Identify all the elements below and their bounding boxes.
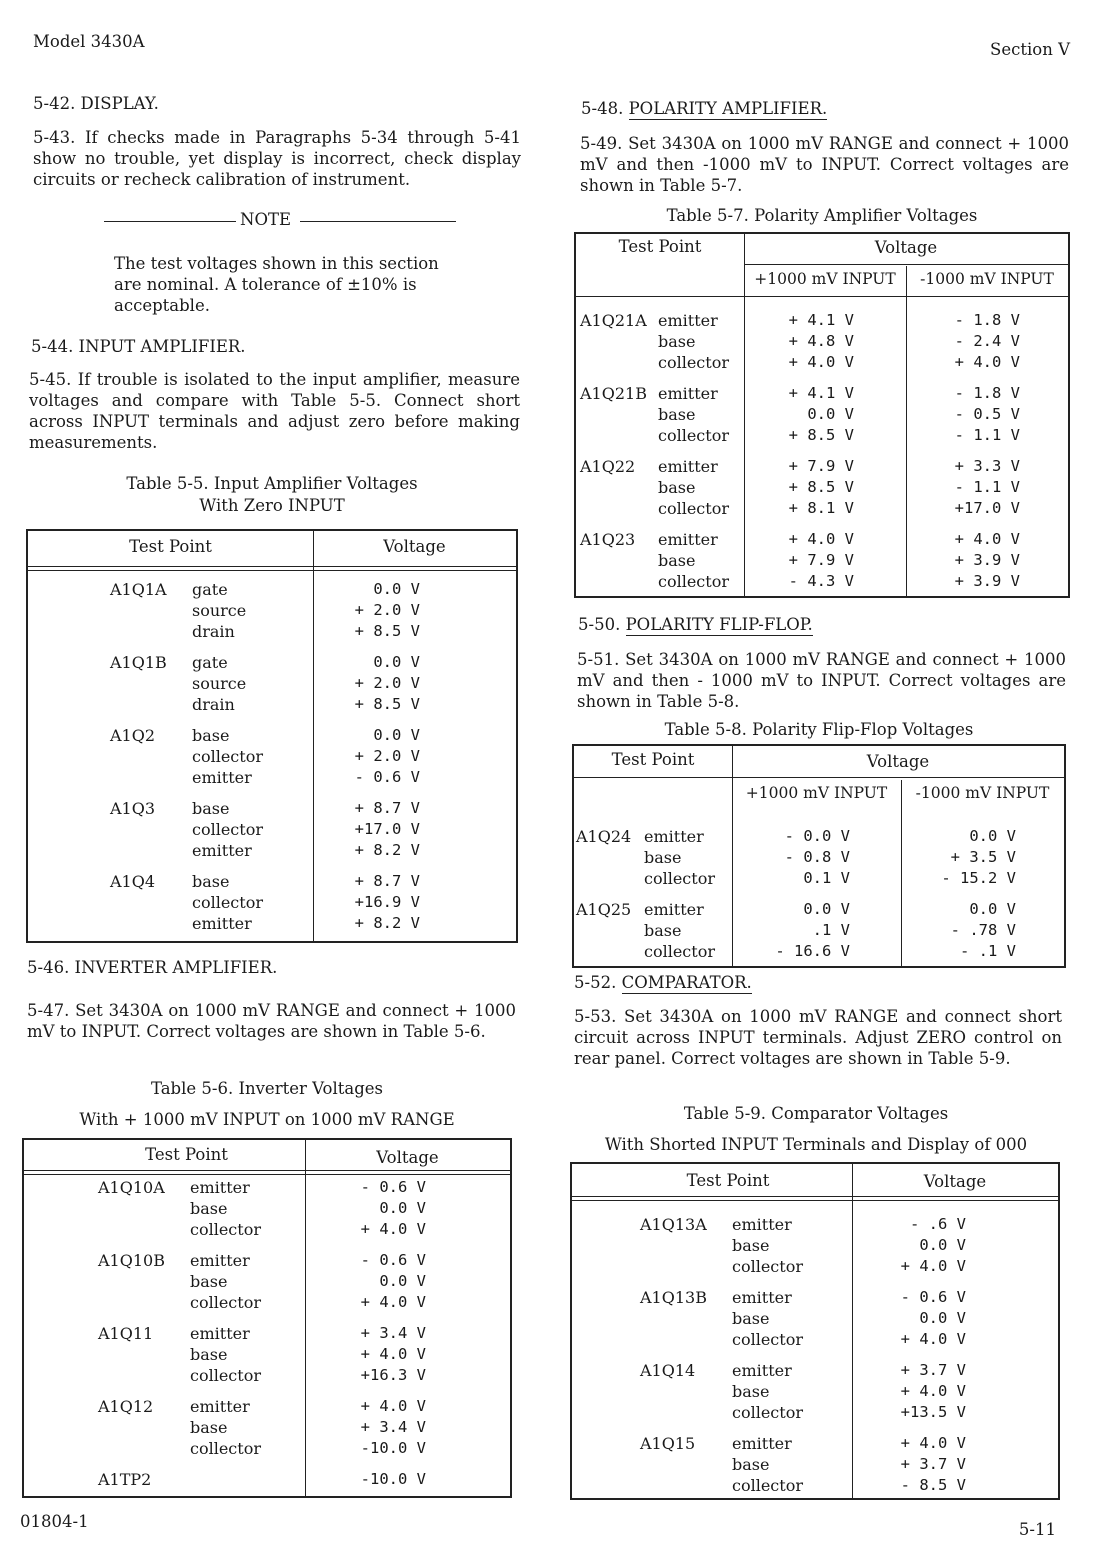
table-5-6-header-voltage: Voltage bbox=[376, 1148, 439, 1167]
terminal-label: base bbox=[644, 848, 682, 867]
voltage-value: + 8.2 V bbox=[354, 841, 420, 859]
terminal-label: collector bbox=[732, 1476, 803, 1495]
voltage-value: 0.0 V bbox=[373, 653, 420, 671]
terminal-label: collector bbox=[190, 1220, 261, 1239]
voltage-value-negative-input: + 3.3 V bbox=[954, 457, 1020, 475]
voltage-value: 0.1 V bbox=[803, 869, 850, 887]
table-5-8-header-voltage: Voltage bbox=[866, 752, 930, 771]
voltage-value-negative-input: - 1.8 V bbox=[954, 384, 1020, 402]
table-row bbox=[24, 1344, 510, 1365]
group-spacer bbox=[574, 889, 1064, 899]
voltage-value: + 3.7 V bbox=[900, 1455, 966, 1473]
terminal-label: base bbox=[732, 1309, 770, 1328]
table-row bbox=[24, 1250, 510, 1271]
table-row bbox=[24, 1219, 510, 1240]
test-point-id: A1Q11 bbox=[98, 1324, 154, 1343]
terminal-label: collector bbox=[644, 869, 715, 888]
table-5-9-header-voltage: Voltage bbox=[923, 1172, 987, 1191]
table-5-6-header-rule2 bbox=[24, 1174, 510, 1175]
voltage-value: 0.0 V bbox=[919, 1309, 966, 1327]
voltage-value: - 0.6 V bbox=[354, 768, 420, 786]
voltage-value: - 0.8 V bbox=[784, 848, 850, 866]
table-5-7-voltage-rule bbox=[744, 264, 1068, 265]
heading-5-50-number: 5-50. bbox=[578, 615, 621, 634]
table-row bbox=[576, 383, 1068, 404]
terminal-label: emitter bbox=[732, 1434, 792, 1453]
voltage-value: -10.0 V bbox=[360, 1439, 426, 1457]
table-5-5-header-voltage: Voltage bbox=[383, 537, 446, 556]
table-row bbox=[28, 673, 516, 694]
voltage-value-negative-input: + 3.5 V bbox=[950, 848, 1016, 866]
voltage-value: + 8.1 V bbox=[788, 499, 854, 517]
voltage-value: + 4.1 V bbox=[788, 384, 854, 402]
group-spacer bbox=[572, 1423, 1058, 1433]
table-row bbox=[28, 652, 516, 673]
table-row bbox=[24, 1292, 510, 1313]
paragraph-5-45: 5-45. If trouble is isolated to the input amplifier, measure voltages and compare with Table 5-5. Connect short across INPUT terminals and adjust zero before making measurements. bbox=[29, 370, 520, 452]
table-row bbox=[572, 1381, 1058, 1402]
voltage-value: + 7.9 V bbox=[788, 457, 854, 475]
table-5-9-header-rule2 bbox=[572, 1200, 1058, 1201]
heading-5-50 bbox=[578, 615, 813, 634]
table-row bbox=[572, 1454, 1058, 1475]
heading-5-44: 5-44. INPUT AMPLIFIER. bbox=[31, 337, 246, 356]
voltage-value: .1 V bbox=[812, 921, 850, 939]
voltage-value: + 7.9 V bbox=[788, 551, 854, 569]
terminal-label: collector bbox=[658, 499, 729, 518]
terminal-label: collector bbox=[192, 747, 263, 766]
group-spacer bbox=[28, 642, 516, 652]
voltage-value: +13.5 V bbox=[900, 1403, 966, 1421]
voltage-value: + 4.8 V bbox=[788, 332, 854, 350]
terminal-label: collector bbox=[644, 942, 715, 961]
heading-5-52 bbox=[574, 973, 752, 992]
voltage-value: + 4.1 V bbox=[788, 311, 854, 329]
table-5-7-caption: Table 5-7. Polarity Amplifier Voltages bbox=[666, 206, 978, 225]
voltage-value-negative-input: 0.0 V bbox=[969, 900, 1016, 918]
table-row bbox=[572, 1433, 1058, 1454]
voltage-value-negative-input: - .1 V bbox=[960, 942, 1016, 960]
table-row bbox=[576, 571, 1068, 592]
test-point-id: A1Q10A bbox=[98, 1178, 165, 1197]
voltage-value: + 3.4 V bbox=[360, 1418, 426, 1436]
terminal-label: drain bbox=[192, 622, 235, 641]
voltage-value-negative-input: - 2.4 V bbox=[954, 332, 1020, 350]
table-row bbox=[24, 1469, 510, 1490]
note-text: The test voltages shown in this section are nominal. A tolerance of ±10% is acceptable. bbox=[114, 254, 439, 315]
voltage-value: - 0.0 V bbox=[784, 827, 850, 845]
terminal-label: collector bbox=[190, 1366, 261, 1385]
terminal-label: base bbox=[732, 1236, 770, 1255]
voltage-value: + 2.0 V bbox=[354, 601, 420, 619]
voltage-value: - .6 V bbox=[910, 1215, 966, 1233]
voltage-value: + 8.5 V bbox=[788, 426, 854, 444]
table-row bbox=[576, 529, 1068, 550]
test-point-id: A1Q14 bbox=[640, 1361, 696, 1380]
note-title: NOTE bbox=[240, 210, 292, 229]
test-point-id: A1Q1B bbox=[110, 653, 167, 672]
voltage-value: - 0.6 V bbox=[360, 1178, 426, 1196]
group-spacer bbox=[572, 1350, 1058, 1360]
voltage-value: 0.0 V bbox=[379, 1272, 426, 1290]
voltage-value: +16.9 V bbox=[354, 893, 420, 911]
table-row bbox=[572, 1402, 1058, 1423]
voltage-value: + 4.0 V bbox=[360, 1345, 426, 1363]
page-number: 5-11 bbox=[1018, 1520, 1056, 1539]
table-row bbox=[572, 1475, 1058, 1496]
terminal-label: source bbox=[192, 601, 247, 620]
voltage-value: + 8.7 V bbox=[354, 799, 420, 817]
paragraph-5-49: 5-49. Set 3430A on 1000 mV RANGE and connect + 1000 mV and then -1000 mV to INPUT. Correct voltages are shown in Table 5-7. bbox=[580, 134, 1069, 195]
model-label: Model 3430A bbox=[33, 32, 145, 51]
test-point-id: A1Q10B bbox=[98, 1251, 165, 1270]
section-label: Section V bbox=[990, 40, 1070, 59]
terminal-label: emitter bbox=[192, 841, 252, 860]
table-5-9-caption bbox=[566, 1098, 1066, 1160]
terminal-label: base bbox=[190, 1345, 228, 1364]
terminal-label: base bbox=[658, 405, 696, 424]
group-spacer bbox=[24, 1313, 510, 1323]
terminal-label: source bbox=[192, 674, 247, 693]
table-row bbox=[574, 899, 1064, 920]
table-row bbox=[24, 1365, 510, 1386]
voltage-value: - 16.6 V bbox=[775, 942, 850, 960]
table-5-5-header-testpoint: Test Point bbox=[129, 537, 212, 556]
group-spacer bbox=[24, 1386, 510, 1396]
test-point-id: A1Q4 bbox=[110, 872, 156, 891]
table-5-5-header-rule2 bbox=[28, 570, 516, 571]
doc-number: 01804-1 bbox=[20, 1512, 89, 1531]
group-spacer bbox=[24, 1240, 510, 1250]
voltage-value-negative-input: - 15.2 V bbox=[941, 869, 1016, 887]
table-row bbox=[576, 310, 1068, 331]
heading-5-48 bbox=[581, 99, 827, 118]
table-row bbox=[574, 920, 1064, 941]
table-row bbox=[572, 1360, 1058, 1381]
table-row bbox=[24, 1198, 510, 1219]
terminal-label: base bbox=[658, 478, 696, 497]
table-5-6-header-testpoint: Test Point bbox=[145, 1145, 228, 1164]
table-row bbox=[28, 725, 516, 746]
terminal-label: emitter bbox=[658, 384, 718, 403]
table-row bbox=[28, 767, 516, 788]
terminal-label: base bbox=[192, 799, 230, 818]
table-row bbox=[572, 1329, 1058, 1350]
terminal-label: collector bbox=[192, 893, 263, 912]
terminal-label: emitter bbox=[658, 530, 718, 549]
voltage-value: + 8.5 V bbox=[788, 478, 854, 496]
terminal-label: base bbox=[190, 1199, 228, 1218]
terminal-label: collector bbox=[732, 1330, 803, 1349]
test-point-id: A1Q13B bbox=[640, 1288, 707, 1307]
voltage-value-negative-input: + 4.0 V bbox=[954, 353, 1020, 371]
terminal-label: emitter bbox=[658, 457, 718, 476]
voltage-value: + 4.0 V bbox=[360, 1220, 426, 1238]
terminal-label: collector bbox=[192, 820, 263, 839]
table-row bbox=[572, 1308, 1058, 1329]
table-row bbox=[574, 941, 1064, 962]
voltage-value: 0.0 V bbox=[919, 1236, 966, 1254]
terminal-label: gate bbox=[192, 653, 228, 672]
table-row bbox=[28, 819, 516, 840]
table-5-9-caption-line2: With Shorted INPUT Terminals and Display of 000 bbox=[604, 1135, 1028, 1154]
table-row bbox=[28, 694, 516, 715]
test-point-id: A1Q23 bbox=[580, 530, 636, 549]
table-row bbox=[572, 1235, 1058, 1256]
group-spacer bbox=[28, 788, 516, 798]
test-point-id: A1Q21B bbox=[580, 384, 647, 403]
table-5-6-header-rule bbox=[24, 1170, 510, 1171]
voltage-value: +16.3 V bbox=[360, 1366, 426, 1384]
table-row bbox=[24, 1396, 510, 1417]
table-5-9-header-testpoint: Test Point bbox=[686, 1171, 770, 1190]
voltage-value-negative-input: + 4.0 V bbox=[954, 530, 1020, 548]
table-row bbox=[28, 746, 516, 767]
terminal-label: base bbox=[190, 1272, 228, 1291]
table-5-8-header-rule bbox=[574, 777, 1064, 778]
test-point-id: A1Q24 bbox=[576, 827, 632, 846]
voltage-value-negative-input: - 1.1 V bbox=[954, 478, 1020, 496]
table-5-8-header-neg: -1000 mV INPUT bbox=[915, 784, 1050, 802]
test-point-id: A1Q15 bbox=[640, 1434, 696, 1453]
paragraph-5-53: 5-53. Set 3430A on 1000 mV RANGE and connect short circuit across INPUT terminals. Adjust ZERO control on rear panel. Correct voltages are shown in Table 5-9. bbox=[574, 1007, 1062, 1068]
table-5-7-header-voltage: Voltage bbox=[874, 238, 938, 257]
voltage-value: 0.0 V bbox=[379, 1199, 426, 1217]
table-row bbox=[576, 550, 1068, 571]
table-row bbox=[576, 456, 1068, 477]
table-row bbox=[572, 1214, 1058, 1235]
voltage-value: + 8.2 V bbox=[354, 914, 420, 932]
terminal-label: collector bbox=[732, 1257, 803, 1276]
heading-5-42: 5-42. DISPLAY. bbox=[33, 94, 159, 113]
voltage-value: + 2.0 V bbox=[354, 674, 420, 692]
heading-5-50-title: POLARITY FLIP-FLOP. bbox=[625, 615, 813, 634]
table-5-5 bbox=[26, 529, 518, 943]
voltage-value-negative-input: - 1.8 V bbox=[954, 311, 1020, 329]
table-row bbox=[576, 404, 1068, 425]
terminal-label: base bbox=[658, 551, 696, 570]
terminal-label: collector bbox=[732, 1403, 803, 1422]
terminal-label: emitter bbox=[658, 311, 718, 330]
voltage-value: - 0.6 V bbox=[900, 1288, 966, 1306]
voltage-value: + 8.7 V bbox=[354, 872, 420, 890]
table-row bbox=[24, 1417, 510, 1438]
terminal-label: emitter bbox=[190, 1251, 250, 1270]
group-spacer bbox=[28, 715, 516, 725]
paragraph-5-51: 5-51. Set 3430A on 1000 mV RANGE and connect + 1000 mV and then - 1000 mV to INPUT. Correct voltages are shown in Table 5-8. bbox=[577, 650, 1066, 711]
voltage-value: + 4.0 V bbox=[360, 1293, 426, 1311]
heading-5-48-number: 5-48. bbox=[581, 99, 624, 118]
note-rule-right bbox=[300, 221, 456, 222]
test-point-id: A1Q3 bbox=[110, 799, 156, 818]
terminal-label: drain bbox=[192, 695, 235, 714]
table-5-6-body bbox=[24, 1177, 510, 1490]
table-row bbox=[24, 1438, 510, 1459]
table-5-8-header-pos: +1000 mV INPUT bbox=[745, 784, 888, 802]
voltage-value-negative-input: - 0.5 V bbox=[954, 405, 1020, 423]
table-5-7-body bbox=[576, 310, 1068, 592]
voltage-value-negative-input: - .78 V bbox=[950, 921, 1016, 939]
table-row bbox=[576, 425, 1068, 446]
paragraph-5-47: 5-47. Set 3430A on 1000 mV RANGE and connect + 1000 mV to INPUT. Correct voltages are shown in Table 5-6. bbox=[27, 1001, 516, 1041]
voltage-value: - 4.3 V bbox=[788, 572, 854, 590]
voltage-value-negative-input: +17.0 V bbox=[954, 499, 1020, 517]
terminal-label: collector bbox=[190, 1439, 261, 1458]
table-row bbox=[28, 600, 516, 621]
group-spacer bbox=[28, 861, 516, 871]
table-5-5-caption-line1: Table 5-5. Input Amplifier Voltages bbox=[126, 474, 418, 493]
group-spacer bbox=[576, 373, 1068, 383]
group-spacer bbox=[572, 1277, 1058, 1287]
group-spacer bbox=[576, 519, 1068, 529]
terminal-label: base bbox=[732, 1455, 770, 1474]
voltage-value: + 4.0 V bbox=[900, 1330, 966, 1348]
voltage-value: + 4.0 V bbox=[788, 530, 854, 548]
table-5-8-body bbox=[574, 826, 1064, 962]
voltage-value: + 8.5 V bbox=[354, 695, 420, 713]
table-5-5-header-rule bbox=[28, 566, 516, 567]
terminal-label: base bbox=[732, 1382, 770, 1401]
table-row bbox=[28, 871, 516, 892]
table-row bbox=[572, 1287, 1058, 1308]
table-5-7-header-rule bbox=[576, 296, 1068, 297]
table-5-6-caption bbox=[22, 1073, 512, 1135]
table-5-8 bbox=[572, 744, 1066, 968]
note-rule-left bbox=[104, 221, 236, 222]
table-row bbox=[24, 1323, 510, 1344]
voltage-value-negative-input: + 3.9 V bbox=[954, 572, 1020, 590]
voltage-value-negative-input: 0.0 V bbox=[969, 827, 1016, 845]
table-row bbox=[574, 826, 1064, 847]
table-row bbox=[24, 1271, 510, 1292]
voltage-value: + 4.0 V bbox=[788, 353, 854, 371]
test-point-id: A1Q2 bbox=[110, 726, 156, 745]
table-5-6-caption-line1: Table 5-6. Inverter Voltages bbox=[151, 1079, 383, 1098]
test-point-id: A1Q22 bbox=[580, 457, 636, 476]
group-spacer bbox=[576, 446, 1068, 456]
voltage-value: -10.0 V bbox=[360, 1470, 426, 1488]
heading-5-46: 5-46. INVERTER AMPLIFIER. bbox=[27, 958, 278, 977]
table-row bbox=[28, 892, 516, 913]
voltage-value: - 0.6 V bbox=[360, 1251, 426, 1269]
table-row bbox=[24, 1177, 510, 1198]
voltage-value: + 4.0 V bbox=[900, 1257, 966, 1275]
terminal-label: collector bbox=[190, 1293, 261, 1312]
voltage-value: 0.0 V bbox=[373, 580, 420, 598]
voltage-value: 0.0 V bbox=[803, 900, 850, 918]
heading-5-52-number: 5-52. bbox=[574, 973, 617, 992]
table-5-6-caption-line2: With + 1000 mV INPUT on 1000 mV RANGE bbox=[79, 1110, 455, 1129]
voltage-value: + 4.0 V bbox=[900, 1382, 966, 1400]
table-5-7-header-testpoint: Test Point bbox=[618, 237, 702, 256]
table-5-8-header-testpoint: Test Point bbox=[611, 750, 695, 769]
terminal-label: base bbox=[192, 872, 230, 891]
table-5-5-caption bbox=[26, 473, 518, 517]
test-point-id: A1Q12 bbox=[98, 1397, 154, 1416]
voltage-value-negative-input: + 3.9 V bbox=[954, 551, 1020, 569]
terminal-label: emitter bbox=[732, 1215, 792, 1234]
voltage-value: - 8.5 V bbox=[900, 1476, 966, 1494]
table-5-8-caption: Table 5-8. Polarity Flip-Flop Voltages bbox=[664, 720, 974, 739]
voltage-value: + 4.0 V bbox=[900, 1434, 966, 1452]
test-point-id: A1Q21A bbox=[580, 311, 647, 330]
paragraph-5-43: 5-43. If checks made in Paragraphs 5-34 through 5-41 show no trouble, yet display is incorrect, check display circuits or recheck calibration of instrument. bbox=[33, 128, 521, 189]
terminal-label: emitter bbox=[190, 1397, 250, 1416]
table-row bbox=[28, 798, 516, 819]
table-row bbox=[28, 579, 516, 600]
table-row bbox=[28, 840, 516, 861]
voltage-value: 0.0 V bbox=[373, 726, 420, 744]
terminal-label: gate bbox=[192, 580, 228, 599]
voltage-value: + 4.0 V bbox=[360, 1397, 426, 1415]
terminal-label: emitter bbox=[644, 900, 704, 919]
table-row bbox=[576, 477, 1068, 498]
voltage-value: 0.0 V bbox=[807, 405, 854, 423]
terminal-label: collector bbox=[658, 353, 729, 372]
table-5-9 bbox=[570, 1162, 1060, 1500]
terminal-label: emitter bbox=[644, 827, 704, 846]
test-point-id: A1TP2 bbox=[98, 1470, 152, 1489]
terminal-label: base bbox=[192, 726, 230, 745]
table-row bbox=[574, 868, 1064, 889]
table-5-9-body bbox=[572, 1214, 1058, 1496]
test-point-id: A1Q1A bbox=[110, 580, 167, 599]
test-point-id: A1Q25 bbox=[576, 900, 632, 919]
table-row bbox=[576, 352, 1068, 373]
terminal-label: emitter bbox=[190, 1324, 250, 1343]
table-5-7-header-pos: +1000 mV INPUT bbox=[754, 270, 896, 288]
voltage-value: + 8.5 V bbox=[354, 622, 420, 640]
voltage-value-negative-input: - 1.1 V bbox=[954, 426, 1020, 444]
terminal-label: collector bbox=[658, 572, 729, 591]
table-5-9-caption-line1: Table 5-9. Comparator Voltages bbox=[683, 1104, 949, 1123]
test-point-id: A1Q13A bbox=[640, 1215, 707, 1234]
table-row bbox=[576, 498, 1068, 519]
terminal-label: base bbox=[190, 1418, 228, 1437]
terminal-label: emitter bbox=[190, 1178, 250, 1197]
table-row bbox=[572, 1256, 1058, 1277]
note-box bbox=[104, 210, 456, 315]
table-row bbox=[576, 331, 1068, 352]
voltage-value: +17.0 V bbox=[354, 820, 420, 838]
terminal-label: base bbox=[644, 921, 682, 940]
heading-5-52-title: COMPARATOR. bbox=[621, 973, 752, 992]
terminal-label: emitter bbox=[192, 914, 252, 933]
table-5-5-caption-line2: With Zero INPUT bbox=[199, 496, 345, 515]
terminal-label: emitter bbox=[192, 768, 252, 787]
table-5-6 bbox=[22, 1138, 512, 1498]
terminal-label: emitter bbox=[732, 1361, 792, 1380]
table-5-7 bbox=[574, 232, 1070, 598]
table-row bbox=[574, 847, 1064, 868]
group-spacer bbox=[24, 1459, 510, 1469]
voltage-value: + 3.7 V bbox=[900, 1361, 966, 1379]
table-5-5-body bbox=[28, 579, 516, 934]
terminal-label: emitter bbox=[732, 1288, 792, 1307]
table-row bbox=[28, 621, 516, 642]
terminal-label: collector bbox=[658, 426, 729, 445]
table-5-9-header-rule bbox=[572, 1196, 1058, 1197]
table-row bbox=[28, 913, 516, 934]
terminal-label: base bbox=[658, 332, 696, 351]
voltage-value: + 3.4 V bbox=[360, 1324, 426, 1342]
heading-5-48-title: POLARITY AMPLIFIER. bbox=[628, 99, 828, 118]
table-5-7-header-neg: -1000 mV INPUT bbox=[920, 270, 1054, 288]
voltage-value: + 2.0 V bbox=[354, 747, 420, 765]
